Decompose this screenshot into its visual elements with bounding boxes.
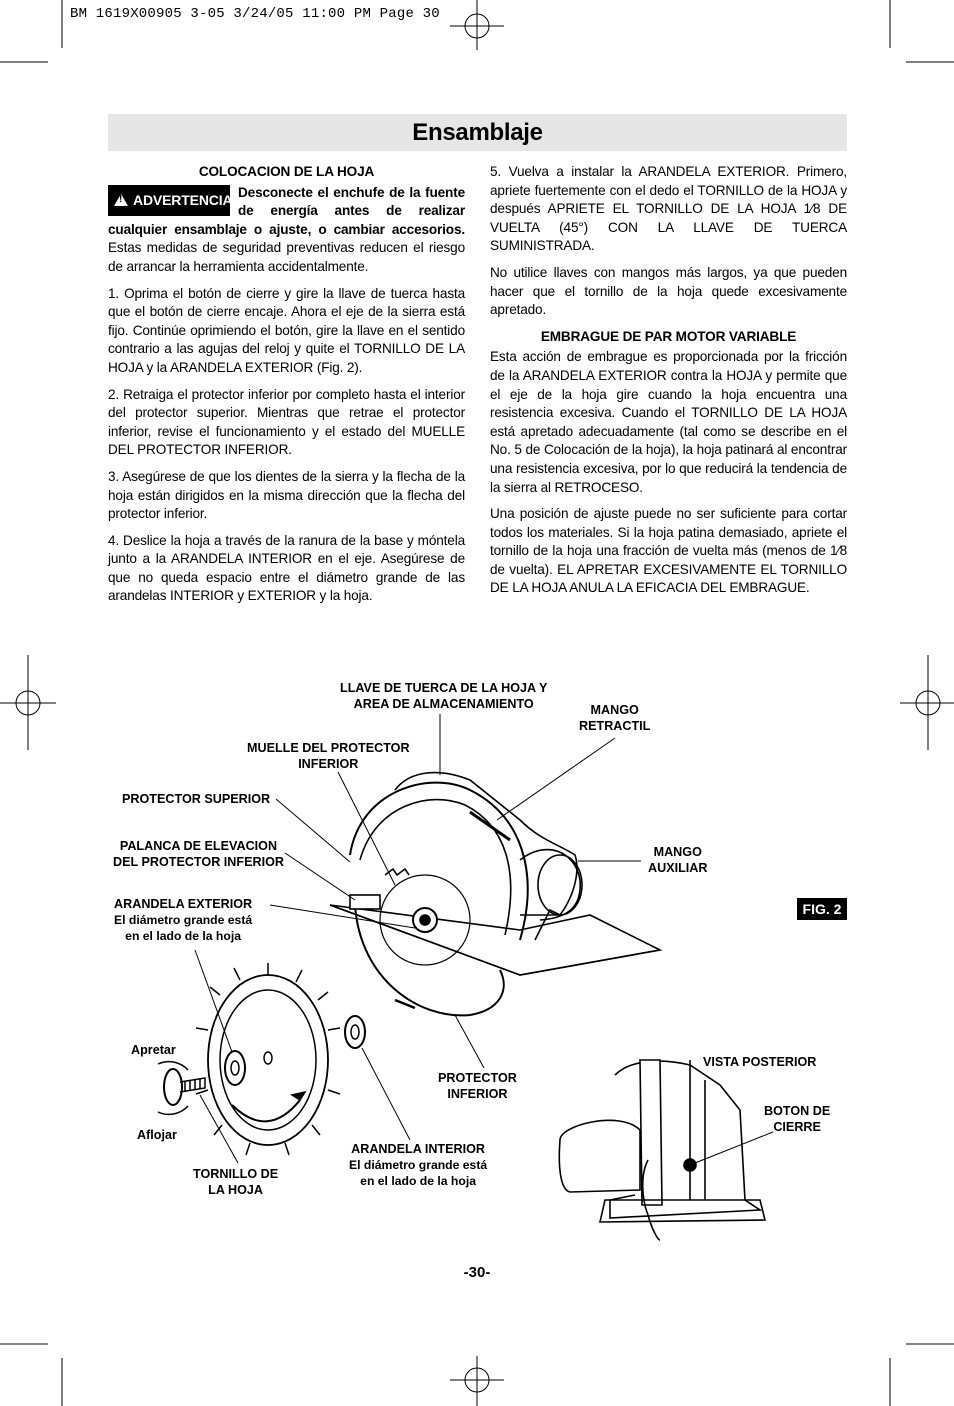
clutch-paragraph: Esta acción de embrague es proporcionada por la fricción de la ARANDELA EXTERIOR contra la HOJA y permite que el eje de la hoja gire cuando la hoja encuentra una resistencia excesiva. Cuando el TORNILLO DE LA HOJA está apretado adecuadamente (tal como se describe en el No. 5 de Colocación de la hoja), la hoja patinará al encontrar una resistencia excesiva, por lo que reducirá la tendencia de la sierra al RETROCESO.	[490, 349, 847, 495]
label-guard-lever	[113, 838, 284, 870]
label-line: AREA DE ALMACENAMIENTO	[353, 697, 534, 711]
label-line: PALANCA DE ELEVACION	[119, 839, 278, 853]
label-lower-guard	[438, 1070, 517, 1102]
label-line: El diámetro grande está	[114, 913, 253, 927]
label-line: LLAVE DE TUERCA DE LA HOJA Y	[340, 681, 548, 695]
step-1: 1. Oprima el botón de cierre y gire la llave de tuerca hasta que el botón de cierre encaje. Ahora el eje de la sierra está fijo. Continúe oprimiendo el botón, gire la llave en el sentido contrario a las agujas del reloj y quite el TORNILLO DE LA HOJA y la ARANDELA EXTERIOR (Fig. 2).	[108, 285, 465, 375]
label-aux-handle	[648, 844, 707, 876]
step-4: 4. Deslice la hoja a través de la ranura de la base y móntela junto a la ARANDELA INTERIOR en el eje. Asegúrese de que no queda espacio entre el diámetro grande de las arandelas INTERIOR y EXTERIOR y la hoja.	[108, 532, 465, 604]
label-line: INFERIOR	[447, 1087, 508, 1101]
label-upper-guard: PROTECTOR SUPERIOR	[122, 792, 271, 806]
figure-tag: FIG. 2	[797, 898, 847, 920]
label-tighten: Apretar	[131, 1043, 176, 1057]
label-outer-washer	[114, 896, 252, 944]
warning-badge	[108, 185, 233, 216]
label-rear-view: VISTA POSTERIOR	[703, 1055, 817, 1069]
label-retractable-handle	[579, 702, 650, 734]
title-bar	[108, 114, 847, 151]
label-line: en el lado de la hoja	[125, 929, 241, 943]
warning-text: Estas medidas de seguridad preventivas reducen el riesgo de arrancar la herramienta accidentalmente.	[108, 240, 465, 274]
warning-icon	[114, 194, 128, 206]
label-line: ARANDELA INTERIOR	[351, 1142, 486, 1156]
section-heading-blade: COLOCACION DE LA HOJA	[198, 164, 375, 179]
left-column	[108, 163, 465, 614]
label-line: AUXILIAR	[648, 861, 708, 875]
label-line: BOTON DE	[764, 1104, 831, 1118]
step-2: 2. Retraiga el protector inferior por completo hasta el interior del protector superior. Mientras que retrae el protector inferior, revise el funcionamiento y el estado del MUELLE DEL PROTECTOR INFERIOR.	[108, 386, 465, 458]
label-loosen: Aflojar	[137, 1128, 177, 1142]
label-line: ARANDELA EXTERIOR	[114, 897, 253, 911]
blade-exploded-drawing	[158, 963, 365, 1155]
label-line: PROTECTOR	[438, 1071, 517, 1085]
adjust-paragraph: Una posición de ajuste puede no ser suficiente para cortar todos los materiales. Si la hoja patina demasiado, apriete el tornillo de la hoja una fracción de vuelta más (menos de 1⁄8 de vuelta). EL APRETAR EXCESIVAMENTE EL TORNILLO DE LA HOJA ANULA LA EFICACIA DEL EMBRAGUE.	[490, 506, 847, 596]
rear-view-drawing	[559, 1060, 765, 1240]
label-line: CIERRE	[773, 1120, 821, 1134]
wrench-note: No utilice llaves con mangos más largos, ya que pueden hacer que el tornillo de la hoja quede excesivamente apretado.	[490, 264, 847, 318]
warning-bold-text: Desconecte el enchufe de la fuente de energía antes de realizar cualquier ensamblaje o ajuste, o cambiar accesorios.	[108, 184, 465, 237]
label-line: INFERIOR	[298, 757, 359, 771]
label-blade-bolt	[193, 1166, 278, 1198]
label-line: El diámetro grande está	[349, 1158, 488, 1172]
page-title: Ensamblaje	[412, 119, 543, 146]
label-line: TORNILLO DE	[193, 1167, 279, 1181]
print-slug: BM 1619X00905 3-05 3/24/05 11:00 PM Page 30	[70, 6, 440, 22]
label-line: DEL PROTECTOR INFERIOR	[113, 855, 284, 869]
label-line: MUELLE DEL PROTECTOR	[247, 741, 410, 755]
label-line: LA HOJA	[208, 1183, 263, 1197]
step-5: 5. Vuelva a instalar la ARANDELA EXTERIOR. Primero, apriete fuertemente con el dedo el TORNILLO de la HOJA y después APRIETE EL TORNILLO DE LA HOJA 1⁄8 DE VUELTA (45°) CON LA LLAVE DE TUERCA SUMINISTRADA.	[490, 164, 847, 254]
step-3: 3. Asegúrese de que los dientes de la sierra y la flecha de la hoja están dirigidos en la misma dirección que la flecha del protector inferior.	[108, 468, 465, 522]
label-line: MANGO	[590, 703, 639, 717]
right-column	[490, 163, 847, 606]
warning-label: ADVERTENCIA	[133, 191, 233, 208]
page-number: -30-	[463, 1264, 491, 1281]
label-line: MANGO	[653, 845, 702, 859]
label-inner-washer	[349, 1141, 487, 1189]
label-wrench-storage	[340, 680, 547, 712]
label-line: RETRACTIL	[579, 719, 651, 733]
section-heading-clutch: EMBRAGUE DE PAR MOTOR VARIABLE	[540, 328, 797, 344]
label-line: en el lado de la hoja	[360, 1174, 476, 1188]
label-guard-spring	[247, 740, 410, 772]
label-lock-button	[764, 1103, 830, 1135]
circular-saw-drawing	[330, 773, 660, 1016]
warning-paragraph	[108, 184, 465, 277]
